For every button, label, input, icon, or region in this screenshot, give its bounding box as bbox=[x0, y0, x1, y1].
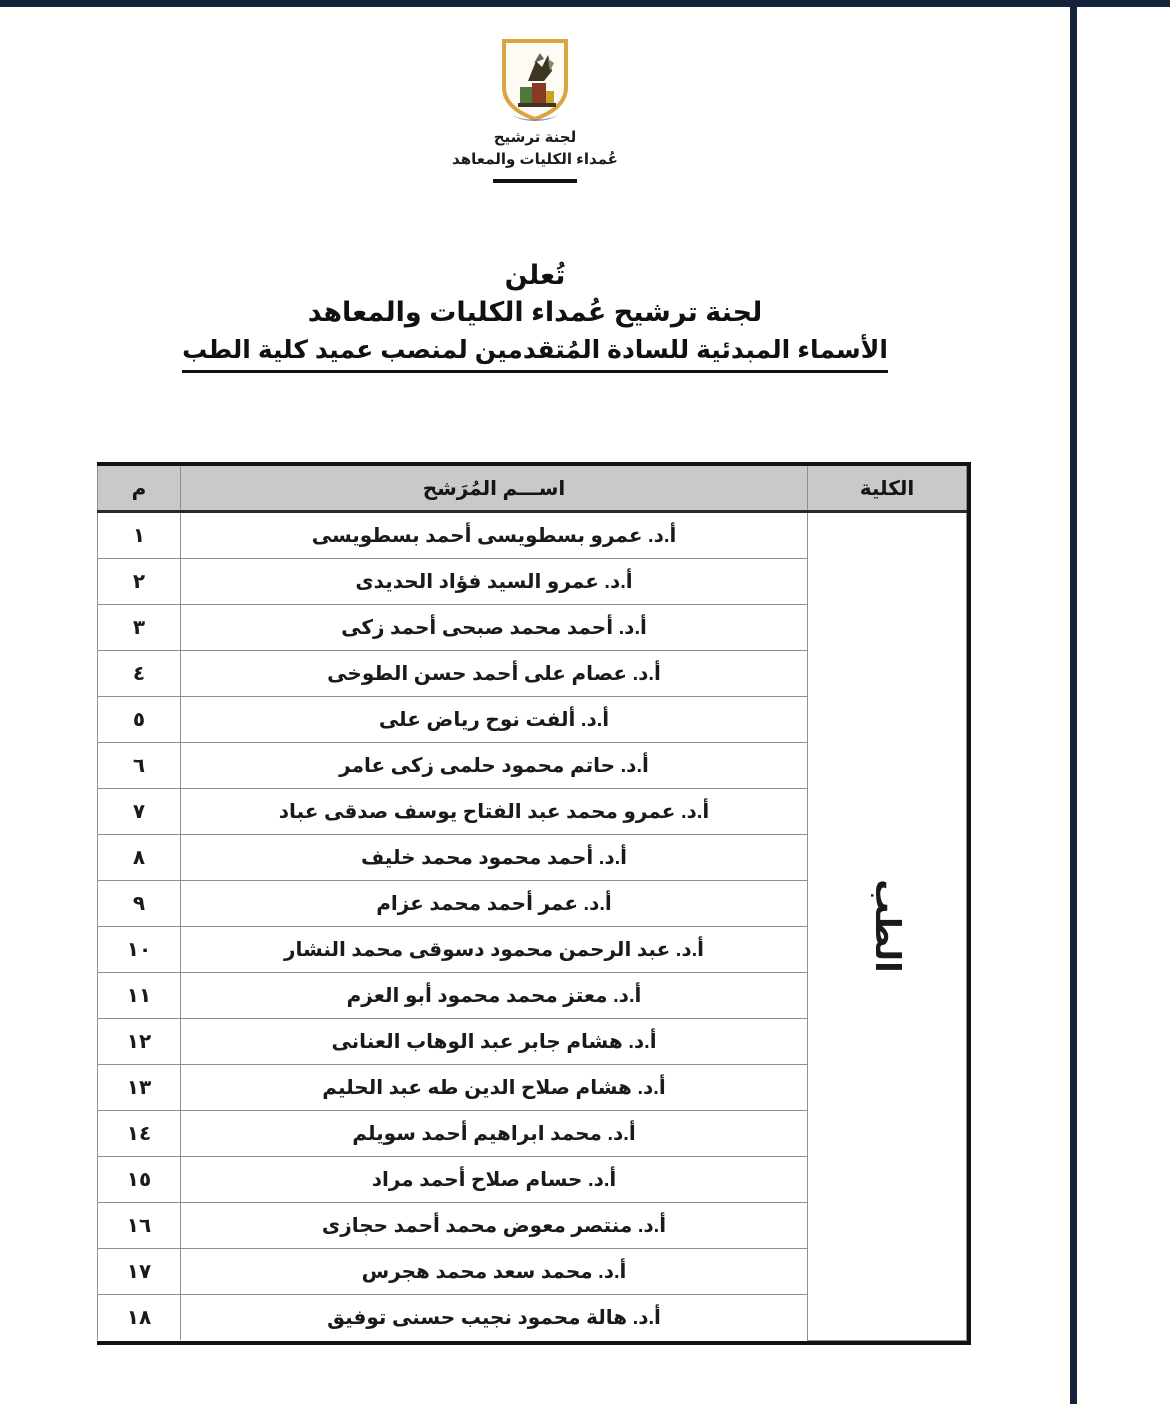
cell-row-number: ٤ bbox=[98, 651, 181, 697]
cell-row-number: ١٣ bbox=[98, 1065, 181, 1111]
cell-candidate-name: أ.د. عمر أحمد محمد عزام bbox=[181, 881, 808, 927]
cell-candidate-name: أ.د. عمرو بسطويسى أحمد بسطويسى bbox=[181, 512, 808, 559]
candidates-table bbox=[97, 466, 967, 1341]
cell-row-number: ٦ bbox=[98, 743, 181, 789]
cell-row-number: ١٢ bbox=[98, 1019, 181, 1065]
cell-row-number: ٧ bbox=[98, 789, 181, 835]
scan-border-right bbox=[1070, 0, 1077, 1404]
column-header-candidate-name: اســـم المُرَشح bbox=[181, 466, 808, 512]
letterhead-caption-line1: لجنة ترشيح bbox=[493, 129, 577, 146]
cell-candidate-name: أ.د. محمد ابراهيم أحمد سويلم bbox=[181, 1111, 808, 1157]
university-crest-icon bbox=[498, 37, 572, 125]
document-page bbox=[0, 7, 1070, 1404]
page-title: تُعلن bbox=[504, 260, 566, 290]
cell-row-number: ١١ bbox=[98, 973, 181, 1019]
cell-candidate-name: أ.د. معتز محمد محمود أبو العزم bbox=[181, 973, 808, 1019]
cell-candidate-name: أ.د. هشام صلاح الدين طه عبد الحليم bbox=[181, 1065, 808, 1111]
cell-row-number: ١٧ bbox=[98, 1249, 181, 1295]
cell-candidate-name: أ.د. هالة محمود نجيب حسنى توفيق bbox=[181, 1295, 808, 1341]
column-header-college: الكلية bbox=[808, 466, 967, 512]
table-row bbox=[98, 512, 967, 559]
cell-candidate-name: أ.د. حاتم محمود حلمى زكى عامر bbox=[181, 743, 808, 789]
table-header bbox=[98, 466, 967, 512]
cell-college bbox=[808, 512, 967, 1341]
cell-candidate-name: أ.د. عمرو محمد عبد الفتاح يوسف صدقى عباد bbox=[181, 789, 808, 835]
table-header-row bbox=[98, 466, 967, 512]
cell-row-number: ٥ bbox=[98, 697, 181, 743]
candidates-table-wrapper bbox=[97, 462, 971, 1345]
announcement-titles bbox=[0, 259, 1070, 373]
subtitle: الأسماء المبدئية للسادة المُتقدمين لمنصب عميد كلية الطب bbox=[182, 332, 888, 374]
cell-row-number: ١٨ bbox=[98, 1295, 181, 1341]
cell-candidate-name: أ.د. منتصر معوض محمد أحمد حجازى bbox=[181, 1203, 808, 1249]
letterhead bbox=[0, 37, 1070, 183]
cell-row-number: ١٦ bbox=[98, 1203, 181, 1249]
cell-row-number: ١٠ bbox=[98, 927, 181, 973]
cell-candidate-name: أ.د. أحمد محمود محمد خليف bbox=[181, 835, 808, 881]
cell-row-number: ٢ bbox=[98, 559, 181, 605]
cell-candidate-name: أ.د. ألفت نوح رياض على bbox=[181, 697, 808, 743]
cell-row-number: ٣ bbox=[98, 605, 181, 651]
cell-candidate-name: أ.د. عصام على أحمد حسن الطوخى bbox=[181, 651, 808, 697]
cell-row-number: ٨ bbox=[98, 835, 181, 881]
cell-row-number: ٩ bbox=[98, 881, 181, 927]
college-label-vertical: الطب bbox=[868, 879, 906, 974]
cell-candidate-name: أ.د. محمد سعد محمد هجرس bbox=[181, 1249, 808, 1295]
cell-candidate-name: أ.د. عمرو السيد فؤاد الحديدى bbox=[181, 559, 808, 605]
letterhead-rule bbox=[493, 179, 577, 183]
scan-border-top bbox=[0, 0, 1170, 7]
letterhead-caption bbox=[0, 127, 1070, 171]
cell-candidate-name: أ.د. هشام جابر عبد الوهاب العنانى bbox=[181, 1019, 808, 1065]
cell-candidate-name: أ.د. حسام صلاح أحمد مراد bbox=[181, 1157, 808, 1203]
cell-candidate-name: أ.د. أحمد محمد صبحى أحمد زكى bbox=[181, 605, 808, 651]
letterhead-caption-line2: عُمداء الكليات والمعاهد bbox=[452, 150, 618, 168]
cell-row-number: ١٥ bbox=[98, 1157, 181, 1203]
column-header-number: م bbox=[98, 466, 181, 512]
table-body bbox=[98, 512, 967, 1341]
cell-row-number: ١ bbox=[98, 512, 181, 559]
cell-candidate-name: أ.د. عبد الرحمن محمود دسوقى محمد النشار bbox=[181, 927, 808, 973]
cell-row-number: ١٤ bbox=[98, 1111, 181, 1157]
committee-title: لجنة ترشيح عُمداء الكليات والمعاهد bbox=[307, 296, 763, 327]
